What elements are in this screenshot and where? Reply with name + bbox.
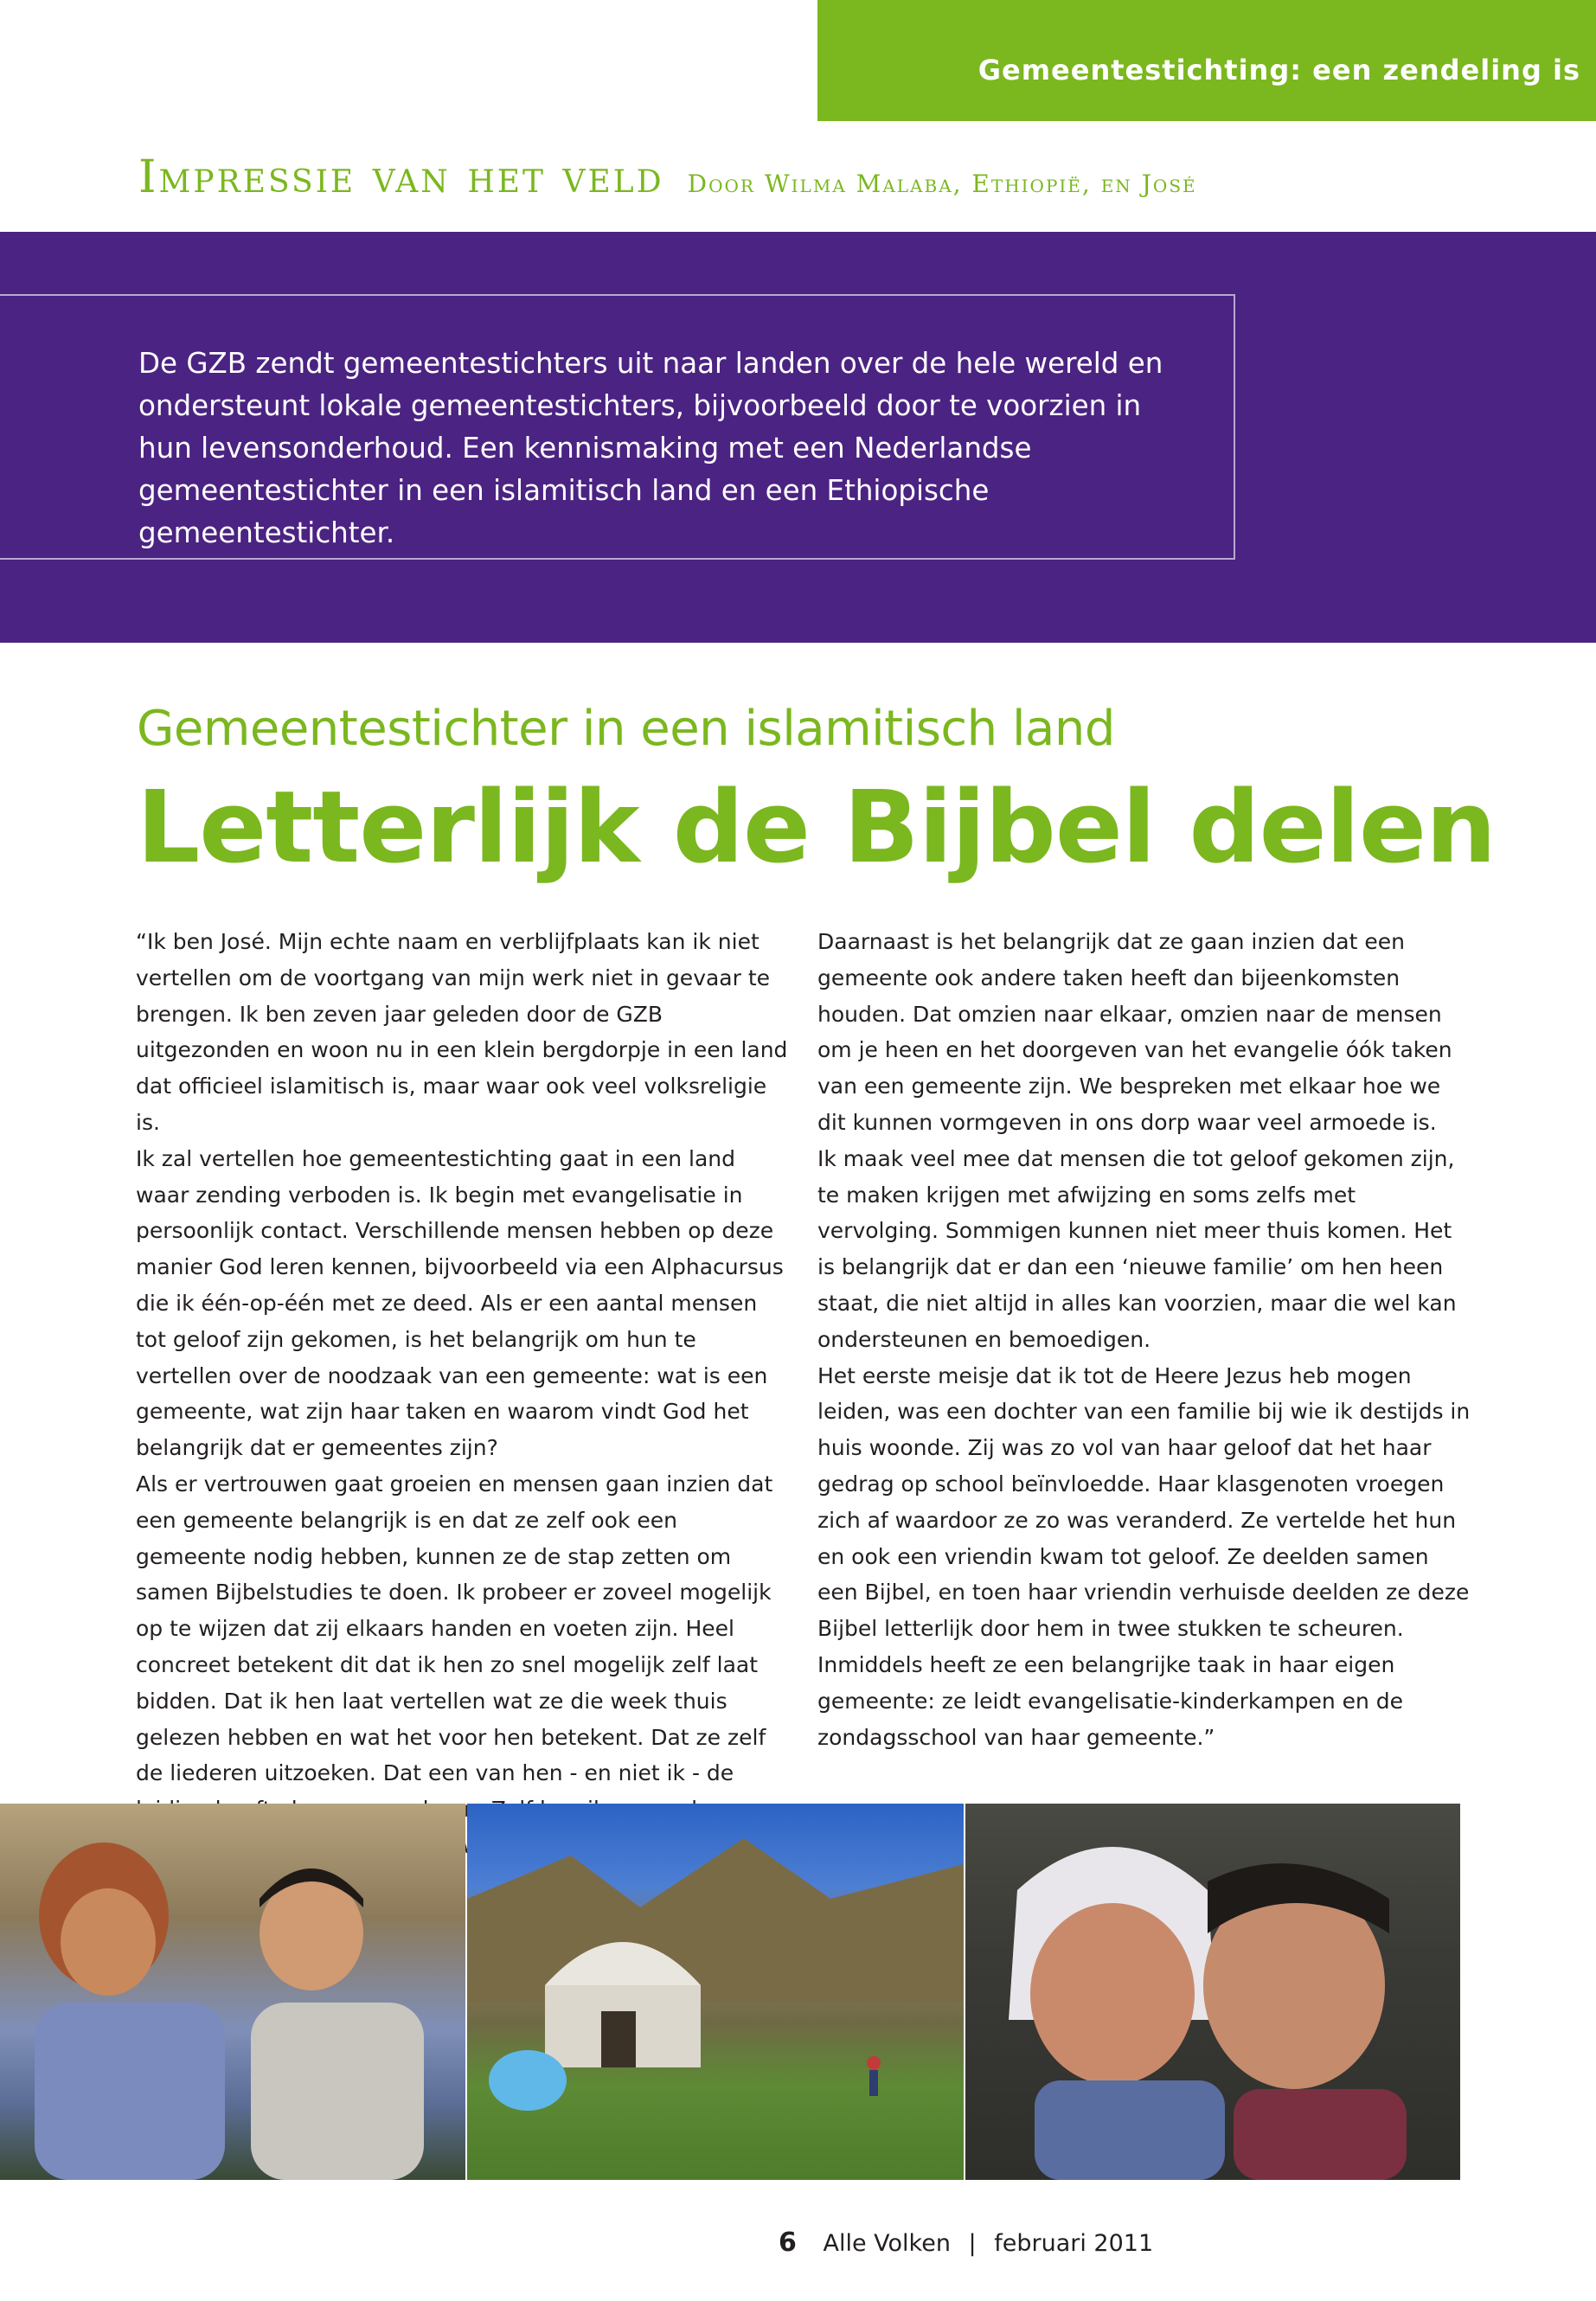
photo-yurt-illustration — [467, 1804, 964, 2180]
section-heading — [138, 151, 1197, 203]
magazine-name: Alle Volken — [823, 2230, 951, 2257]
article-title: Letterlijk de Bijbel delen — [137, 770, 1496, 886]
footer-separator: | — [968, 2230, 977, 2257]
photo-two-women — [0, 1804, 465, 2180]
paragraph: Daarnaast is het belangrijk dat ze gaan inzien dat een gemeente ook andere taken heeft dan bijeenkomsten houden. Dat omzien naar elkaar, omzien naar de mensen om je heen en het doorgeven van het evangelie óók taken van een gemeente zijn. We bespreken met elkaar hoe we dit kunnen vormgeven in ons dorp waar veel armoede is. — [817, 929, 1452, 1135]
article-kicker: Gemeentestichter in een islamitisch land — [137, 701, 1115, 757]
page-number: 6 — [779, 2227, 797, 2258]
section-byline: Door Wilma Malaba, Ethiopië, en José — [687, 170, 1197, 198]
section-title: Impressie van het veld — [138, 151, 664, 203]
paragraph: “Ik ben José. Mijn echte naam en verblijfplaats kan ik niet vertellen om de voortgang van mijn werk niet in gevaar te brengen. Ik ben zeven jaar geleden door de GZB uitgezonden en woon nu in een klein bergdorpje in een land dat officieel islamitisch is, maar waar ook veel volksreligie is. — [136, 929, 788, 1135]
photo-yurt — [467, 1804, 964, 2180]
photo-children-illustration — [965, 1804, 1460, 2180]
article-column-right — [817, 924, 1475, 1755]
photo-two-women-illustration — [0, 1804, 465, 2180]
paragraph: Ik maak veel mee dat mensen die tot geloof gekomen zijn, te maken krijgen met afwijzing en soms zelfs met vervolging. Sommigen kunnen niet meer thuis komen. Het is belangrijk dat er dan een ‘nieuwe familie’ om hen heen staat, die niet altijd in alles kan voorzien, maar die wel kan ondersteunen en bemoedigen. — [817, 1145, 1457, 1352]
photo-children — [965, 1804, 1460, 2180]
page-footer — [779, 2227, 1153, 2258]
paragraph: Het eerste meisje dat ik tot de Heere Jezus heb mogen leiden, was een dochter van een familie bij wie ik destijds in huis woonde. Zij was zo vol van haar geloof dat het haar gedrag op school beïnvloedde. Haar klasgenoten vroegen zich af waardoor ze zo was veranderd. Ze vertelde het hun en ook een vriendin kwam tot geloof. Ze deelden samen een Bijbel, en toen haar vriendin verhuisde deelden ze deze Bijbel letterlijk door hem in twee stukken te scheuren. Inmiddels heeft ze een belangrijke taak in haar eigen gemeente: ze leidt evangelisatie-kinderkampen en de zondagsschool van haar gemeente.” — [817, 1362, 1471, 1750]
paragraph: Ik zal vertellen hoe gemeentestichting gaat in een land waar zending verboden is. Ik begin met evangelisatie in persoonlijk contact. Verschillende mensen hebben op deze manier God leren kennen, bijvoorbeeld via een Alphacursus die ik één-op-één met ze deed. Als er een aantal mensen tot geloof zijn gekomen, is het belangrijk om hun te vertellen over de noodzaak van een gemeente: wat is een gemeente, wat zijn haar taken en waarom vindt God het belangrijk dat er gemeentes zijn? — [136, 1145, 784, 1461]
issue-date: februari 2011 — [994, 2230, 1154, 2257]
header-tab — [817, 0, 1596, 121]
header-tab-label: Gemeentestichting: een zendeling is — [977, 54, 1580, 87]
intro-text: De GZB zendt gemeentestichters uit naar landen over de hele wereld en ondersteunt lokale gemeentestichters, bijvoorbeeld door te voorzien in hun levensonderhoud. Een kennismaking met een Nederlandse gemeentestichter in een islamitisch land en een Ethiopische gemeentestichter. — [138, 347, 1163, 549]
intro-band — [0, 232, 1596, 643]
article-column-left — [136, 924, 793, 1864]
paragraph: Als er vertrouwen gaat groeien en mensen gaan inzien dat een gemeente belangrijk is en dat ze zelf ook een gemeente nodig hebben, kunnen ze de stap zetten om samen Bijbelstudies te doen. Ik probeer er zoveel mogelijk op te wijzen dat zij elkaars handen en voeten zijn. Heel concreet betekent dit dat ik hen zo snel mogelijk zelf laat bidden. Dat ik hen laat vertellen wat ze die week thuis gelezen hebben en wat het voor hen betekent. Dat ze zelf de liederen uitzoeken. Dat een van hen - en niet ik - de — [136, 1471, 773, 1786]
